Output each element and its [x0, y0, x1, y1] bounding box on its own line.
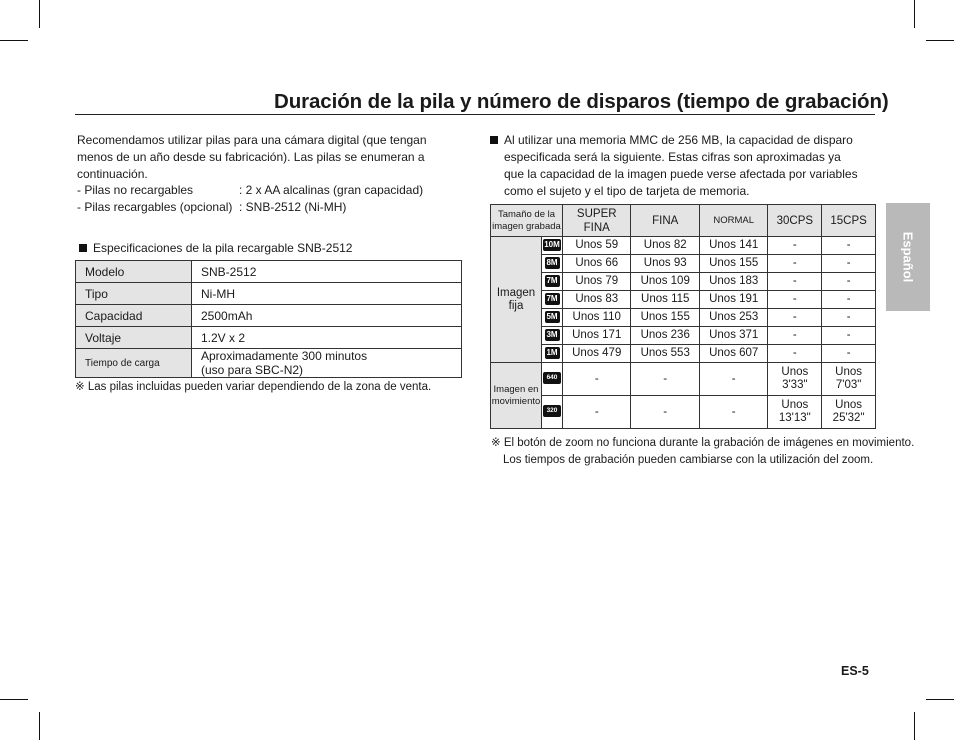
table-row [76, 327, 462, 349]
cell-superfina: Unos 171 [563, 327, 631, 345]
note-line: ※ El botón de zoom no funciona durante la grabación de imágenes en movimiento. [491, 437, 915, 449]
cell-fina: Unos 109 [631, 273, 699, 291]
cell-15cps [822, 363, 876, 396]
crop-mark [926, 699, 954, 700]
table-row [491, 255, 876, 273]
cell-normal: Unos 141 [699, 237, 767, 255]
battery-item [77, 183, 424, 197]
table-row [76, 261, 462, 283]
intro-line: continuación. [77, 167, 148, 181]
cell-15cps: - [822, 237, 876, 255]
cell-normal: - [699, 396, 767, 429]
still-image-label [491, 237, 542, 363]
page-number: ES-5 [841, 664, 869, 678]
movie-label [491, 363, 542, 429]
cell-superfina: Unos 59 [563, 237, 631, 255]
battery-item-value: : 2 x AA alcalinas (gran capacidad) [239, 183, 424, 197]
spec-key: Modelo [76, 261, 192, 283]
header-line: Tamaño de la [497, 208, 556, 220]
capacity-table [490, 204, 876, 429]
cell-line: Unos [781, 366, 809, 378]
size-icon-cell [542, 363, 563, 396]
cell-normal: Unos 253 [699, 309, 767, 327]
table-row [76, 349, 462, 378]
spec-value [192, 349, 462, 378]
cell-fina: Unos 236 [631, 327, 699, 345]
cell-line: Unos [781, 399, 809, 411]
language-tab [886, 203, 930, 311]
table-row [491, 273, 876, 291]
size-icon-cell [542, 255, 563, 273]
size-5m-icon: 5M [546, 311, 558, 321]
size-7m-wide-icon: 7M [546, 293, 558, 303]
cell-superfina: Unos 110 [563, 309, 631, 327]
size-icon-cell [542, 237, 563, 255]
battery-item-value: : SNB-2512 (Ni-MH) [239, 200, 347, 214]
intro-line: Recomendamos utilizar pilas para una cámara digital (que tengan [77, 133, 427, 147]
cell-15cps [822, 396, 876, 429]
spec-heading-text: Especificaciones de la pila recargable SNB-2512 [93, 241, 353, 255]
mmc-line: como el sujeto y el tipo de tarjeta de memoria. [504, 184, 750, 198]
title-rule [75, 114, 875, 115]
size-1m-icon: 1M [546, 347, 558, 357]
mmc-line-text: Al utilizar una memoria MMC de 256 MB, la capacidad de disparo [504, 133, 853, 147]
table-header-row [491, 205, 876, 237]
header-line: imagen grabada [492, 220, 561, 232]
table-row [76, 305, 462, 327]
spec-value-line: (uso para SBC-N2) [201, 363, 304, 377]
header-30cps: 30CPS [768, 205, 822, 237]
cell-30cps: - [768, 291, 822, 309]
mmc-line [490, 132, 885, 149]
cell-fina: Unos 115 [631, 291, 699, 309]
cell-fina: Unos 155 [631, 309, 699, 327]
square-bullet-icon [79, 244, 87, 252]
intro-paragraph [77, 132, 467, 183]
header-fina: FINA [631, 205, 699, 237]
size-icon-cell [542, 309, 563, 327]
spec-key: Voltaje [76, 327, 192, 349]
cell-line: 25'32" [832, 412, 865, 424]
label-line: Imagen en [493, 383, 539, 395]
cell-30cps: - [768, 309, 822, 327]
cell-fina: Unos 93 [631, 255, 699, 273]
mmc-line: especificada será la siguiente. Estas cifras son aproximadas ya [504, 150, 841, 164]
spec-value-line: Aproximadamente 300 minutos [201, 349, 368, 363]
intro-line: menos de un año desde su fabricación). Las pilas se enumeran a [77, 150, 425, 164]
cell-normal: Unos 371 [699, 327, 767, 345]
table-row [491, 327, 876, 345]
spec-value: 2500mAh [192, 305, 462, 327]
cell-15cps: - [822, 345, 876, 363]
battery-item-label: - Pilas no recargables [77, 183, 194, 197]
label-line: fija [508, 299, 524, 312]
cell-normal: Unos 155 [699, 255, 767, 273]
header-line: FINA [583, 221, 610, 234]
cell-normal: Unos 607 [699, 345, 767, 363]
spec-key: Capacidad [76, 305, 192, 327]
zoom-note [491, 435, 914, 469]
crop-mark [926, 40, 954, 41]
size-icon-cell [542, 273, 563, 291]
header-line: SUPER [576, 207, 617, 220]
crop-mark [39, 0, 40, 28]
cell-30cps: - [768, 255, 822, 273]
cell-fina: Unos 82 [631, 237, 699, 255]
cell-fina: Unos 553 [631, 345, 699, 363]
cell-line: 13'13" [778, 412, 811, 424]
cell-15cps: - [822, 255, 876, 273]
size-7m-icon: 7M [546, 275, 558, 285]
crop-mark [914, 712, 915, 740]
note-line: Los tiempos de grabación pueden cambiarse con la utilización del zoom. [503, 454, 874, 466]
cell-30cps [768, 396, 822, 429]
cell-30cps: - [768, 327, 822, 345]
cell-15cps: - [822, 273, 876, 291]
cell-fina: - [631, 396, 699, 429]
table-row [491, 309, 876, 327]
movie-640-icon: 640 [543, 372, 561, 384]
header-15cps: 15CPS [822, 205, 876, 237]
crop-mark [0, 40, 28, 41]
table-row [491, 345, 876, 363]
label-line: movimiento [491, 395, 541, 407]
cell-line: Unos [835, 399, 863, 411]
cell-line: 3'33" [782, 379, 808, 391]
spec-note: ※ Las pilas incluidas pueden variar dependiendo de la zona de venta. [75, 381, 432, 393]
size-icon-cell [542, 345, 563, 363]
cell-superfina: Unos 79 [563, 273, 631, 291]
spec-key: Tiempo de carga [76, 349, 192, 378]
movie-320-icon: 320 [543, 405, 561, 417]
crop-mark [39, 712, 40, 740]
size-icon-cell [542, 396, 563, 429]
size-icon-cell [542, 327, 563, 345]
label-line: Imagen [496, 286, 536, 299]
cell-15cps: - [822, 309, 876, 327]
table-row [491, 396, 876, 429]
cell-line: Unos [835, 366, 863, 378]
battery-item [77, 200, 347, 214]
size-8m-icon: 8M [546, 257, 558, 267]
cell-30cps: - [768, 237, 822, 255]
crop-mark [914, 0, 915, 28]
cell-superfina: - [563, 363, 631, 396]
cell-normal: Unos 191 [699, 291, 767, 309]
table-row [491, 237, 876, 255]
cell-superfina: - [563, 396, 631, 429]
cell-15cps: - [822, 291, 876, 309]
spec-key: Tipo [76, 283, 192, 305]
cell-superfina: Unos 479 [563, 345, 631, 363]
table-row [491, 363, 876, 396]
crop-mark [0, 699, 28, 700]
table-row [491, 291, 876, 309]
language-tab-label: Español [900, 231, 916, 283]
page-title: Duración de la pila y número de disparos (tiempo de grabación) [274, 90, 889, 113]
cell-normal: Unos 183 [699, 273, 767, 291]
spec-value: Ni-MH [192, 283, 462, 305]
cell-30cps: - [768, 273, 822, 291]
cell-30cps [768, 363, 822, 396]
header-normal: NORMAL [699, 205, 767, 237]
mmc-paragraph [490, 132, 885, 200]
cell-superfina: Unos 66 [563, 255, 631, 273]
cell-fina: - [631, 363, 699, 396]
cell-15cps: - [822, 327, 876, 345]
header-image-size [491, 205, 563, 237]
spec-value: 1.2V x 2 [192, 327, 462, 349]
battery-item-label: - Pilas recargables (opcional) [77, 200, 233, 214]
square-bullet-icon [490, 136, 498, 144]
table-row [76, 283, 462, 305]
mmc-line: que la capacidad de la imagen puede verse afectada por variables [504, 167, 858, 181]
cell-30cps: - [768, 345, 822, 363]
header-superfina [563, 205, 631, 237]
cell-normal: - [699, 363, 767, 396]
cell-superfina: Unos 83 [563, 291, 631, 309]
spec-value: SNB-2512 [192, 261, 462, 283]
spec-table [75, 260, 462, 378]
size-3m-icon: 3M [546, 329, 558, 339]
size-10m-icon: 10M [544, 239, 560, 249]
spec-heading [79, 241, 352, 255]
cell-line: 7'03" [835, 379, 862, 391]
size-icon-cell [542, 291, 563, 309]
